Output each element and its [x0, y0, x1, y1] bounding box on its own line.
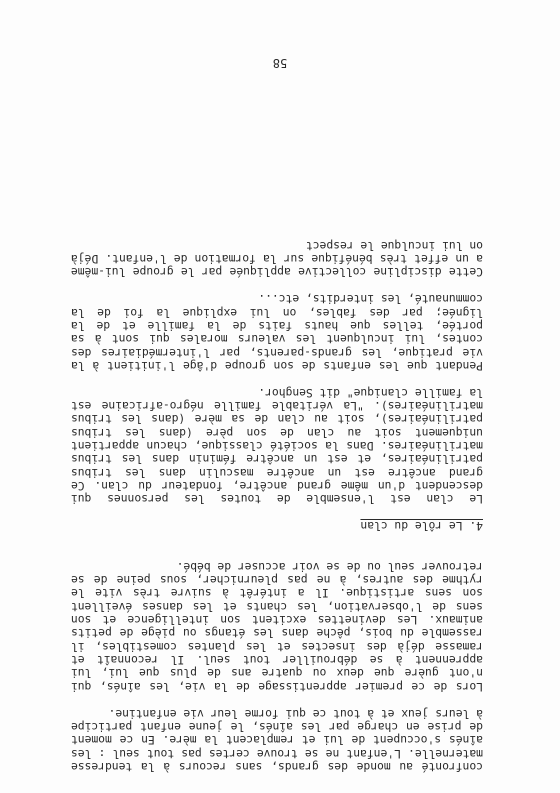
- section-heading-row: [71, 519, 483, 532]
- paragraph-spacer: [71, 278, 483, 292]
- page-number: 58: [272, 56, 288, 70]
- paragraph-spacer: [71, 546, 483, 560]
- section-heading: 4. Le rôle du clan: [360, 519, 483, 534]
- paragraph-5: Cette discipline collective appliquée par le groupe lui-même a un effet très bénéfique sur la formation de l'enfant. Déjà on lui inculque le respect: [71, 238, 483, 280]
- paragraph-2: Lors de ce premier apprentissage de la vie, les aînés, qui n'ont guère que deux ou quatre ans de plus que lui, lui apprennent à se débrouiller tout seul. Il reconnaît et ramasse déjà des insectes et les plantes comestibles, il rassemble du bois, pêche dans les étangs ou piège de petits animaux. Les devinettes excitent son intelligence et son sens de l'observation, les chants et les danses éveillent son sens artistique. Il a intérêt à suivre très vite le rythme des autres, à ne pas pleurnicher, sous peine de se retrouver seul ou de se voir accuser de bébé.: [71, 559, 483, 694]
- paragraph-3: Le clan est l'ensemble de toutes les personnes qui descendent d'un même grand ancêtre, fondateur du clan. Ce grand ancêtre est un ancêtre masculin dans les tribus patrilinéaires, et est un ancêtre féminin dans les tribus matrilinéaires. Dans la société classique, chacun appartient uniquement soit au clan de son père (dans les tribus patrilinéaires), soit au clan de sa mère (dans les tribus matrilinéaires). "La véritable famille négro-africaine est la famille clanique" dit Senghor.: [71, 385, 483, 507]
- paragraph-spacer: [71, 506, 483, 520]
- paragraph-spacer: [71, 532, 483, 546]
- paragraph-spacer: [71, 693, 483, 707]
- paragraph-1: confronté au monde des grands, sans recours à la tendresse maternelle. L'enfant ne se trouve certes pas tout seul : les aînés s'occupent de lui et remplacent la mère. En ce moment de prise en charge par les aînés, le jeune enfant participe à leurs jeux et à tout ce qui forme leur vie enfantine.: [71, 706, 483, 774]
- paragraph-4: Pendant que les enfants de son groupe d'âge l'initient à la vie pratique, les grands-parents, par l'intermédiaires des contes, lui inculquent les valeurs morales qui sont à sa portée, telles que hauts faits de la famille et de la lignée; par des fables, on lui explique la foi de la communauté, les interdits, etc...: [71, 292, 483, 373]
- page-text-body: [71, 238, 483, 773]
- paragraph-spacer: [71, 372, 483, 386]
